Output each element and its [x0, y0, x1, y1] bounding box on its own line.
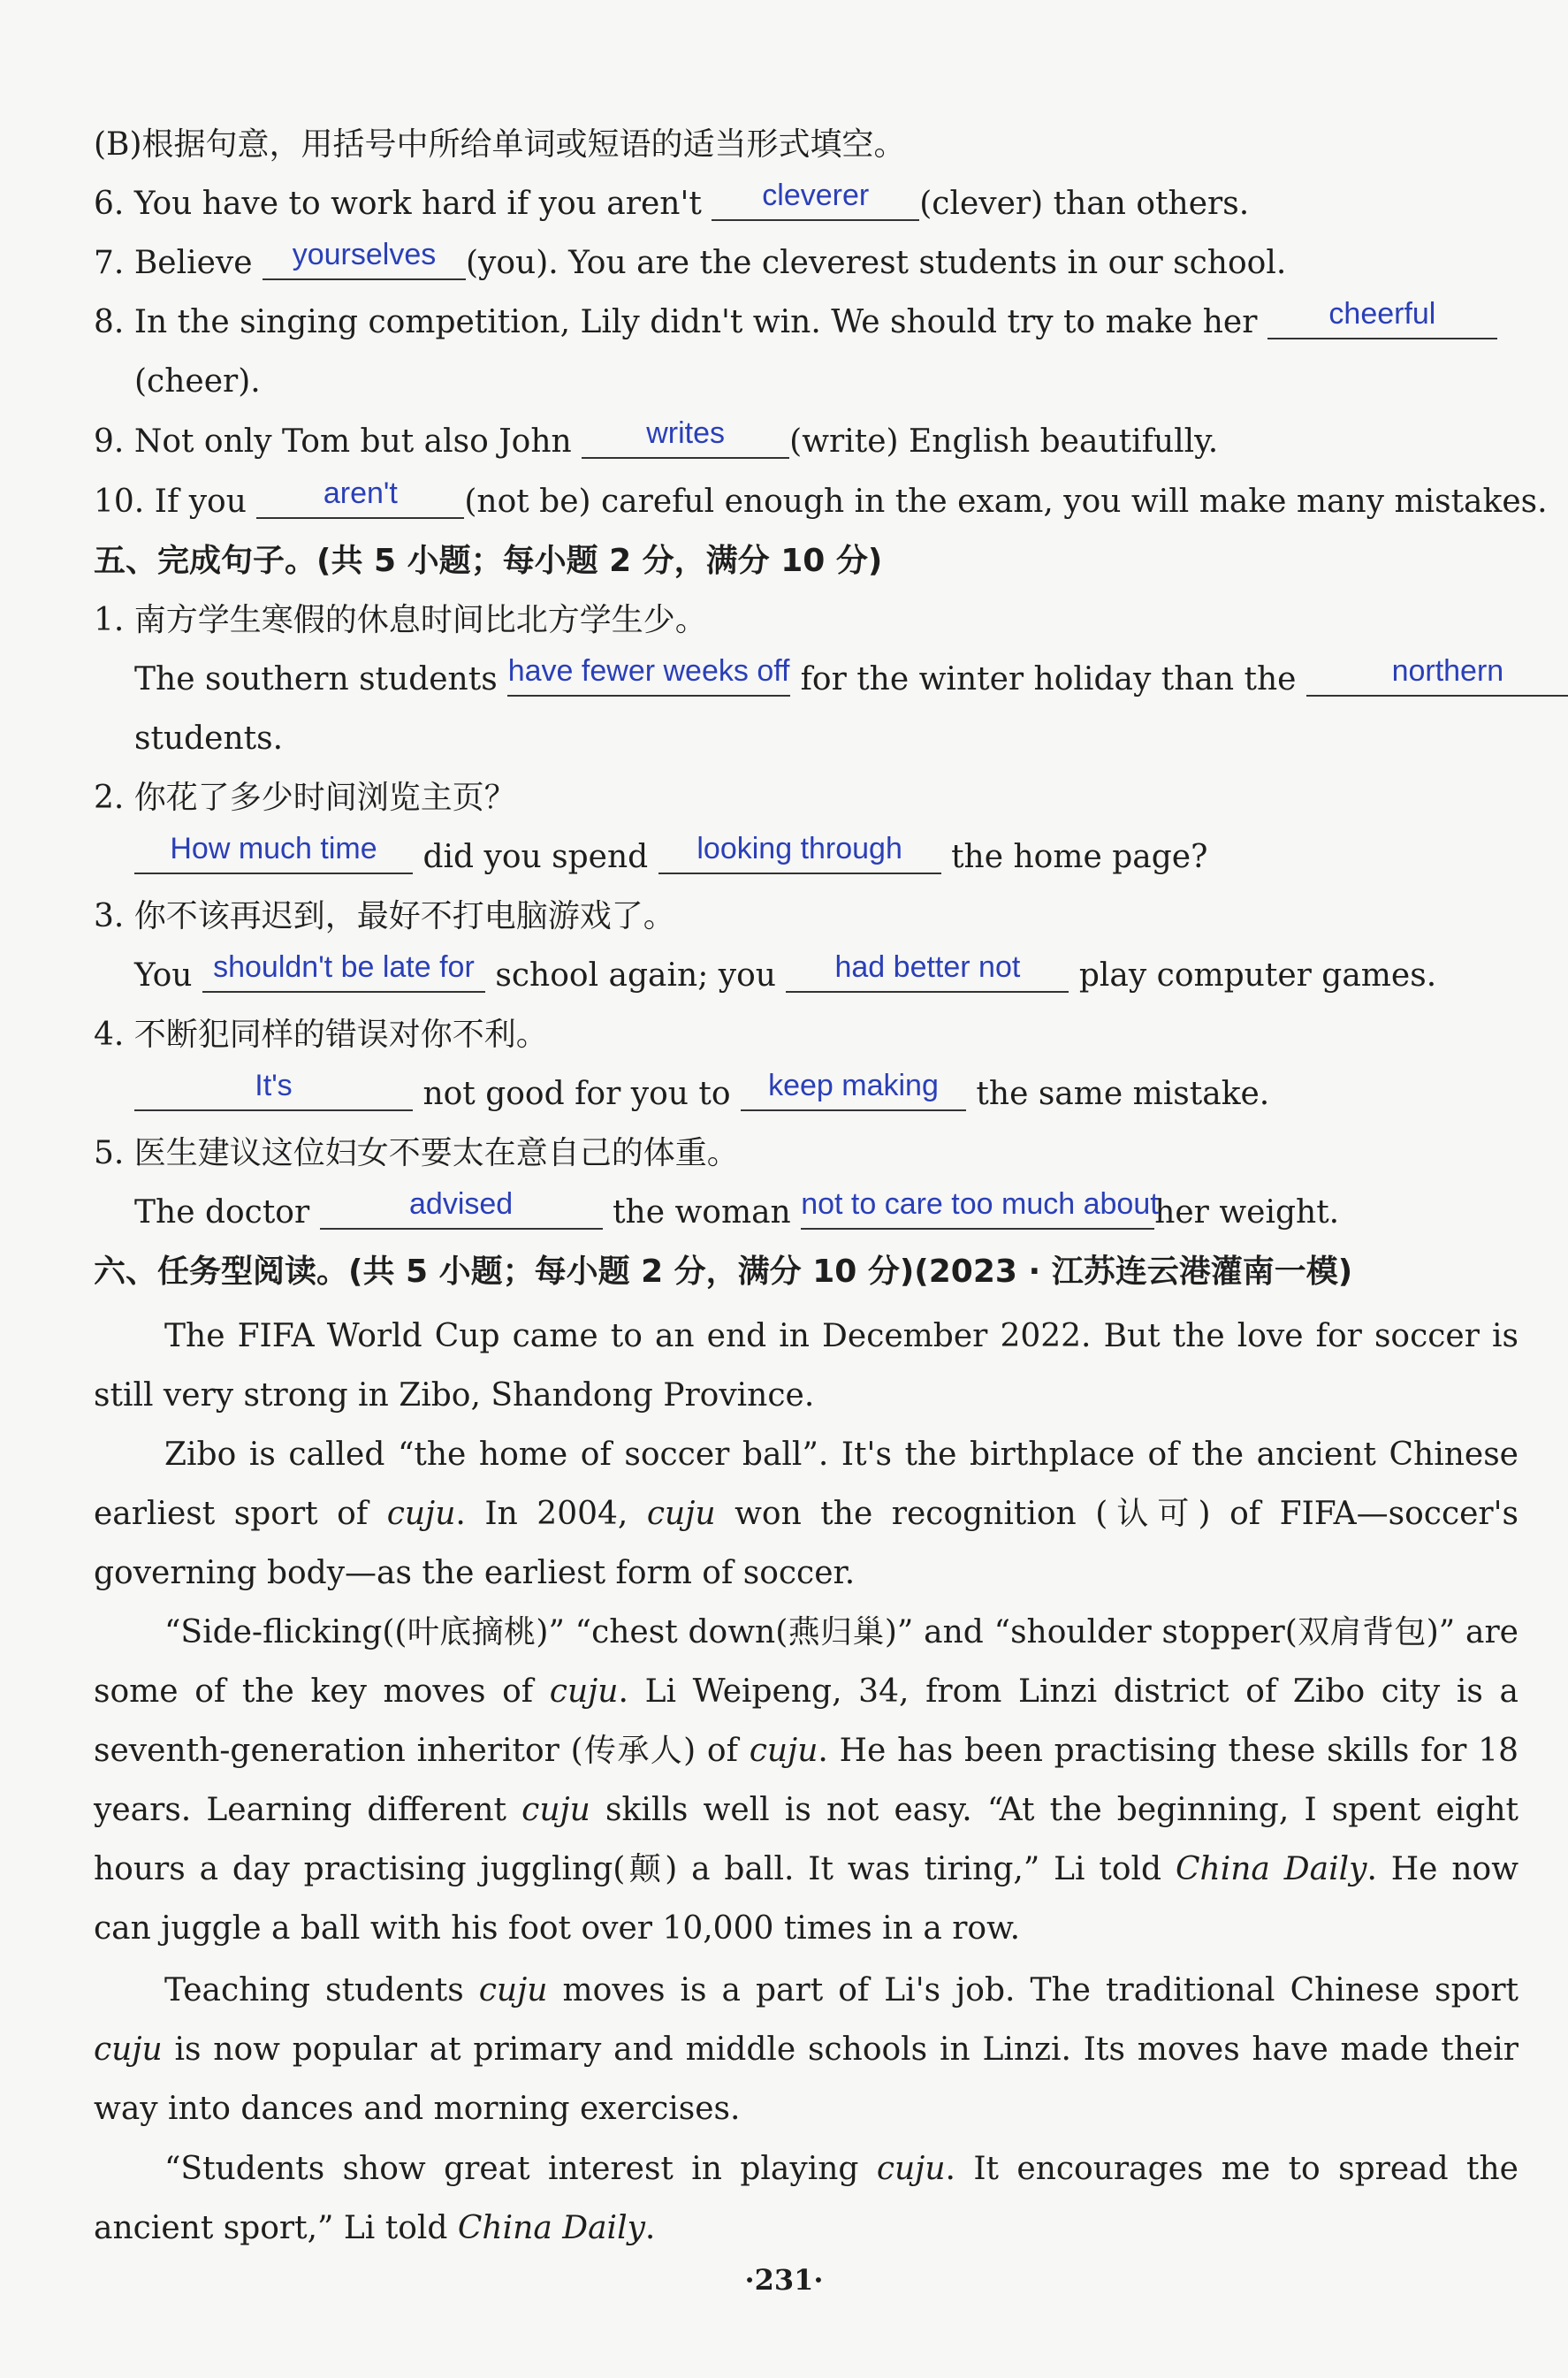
answer-blank — [263, 238, 466, 280]
handwritten-answer: yourselves — [292, 238, 437, 271]
s5-q3-english: You shouldn't be late for school again; you had better not play computer games. — [134, 956, 1436, 996]
answer-blank — [712, 179, 919, 221]
question-8-cont: (cheer). — [134, 363, 261, 400]
handwritten-answer: have fewer weeks off — [507, 654, 790, 688]
answer-blank — [320, 1187, 603, 1230]
s5-q5-english: The doctor advised the woman not to care too much about her weight. — [134, 1193, 1339, 1233]
handwritten-answer: writes — [646, 416, 726, 450]
handwritten-answer: advised — [409, 1187, 514, 1221]
s5-q1-english: The southern students have fewer weeks off for the winter holiday than the northern — [134, 659, 1568, 700]
reading-paragraph-4: Teaching students cuju moves is a part of Li's job. The traditional Chinese sport cuju is now popular at primary and middle schools in Linzi. Its moves have made their way into dances and morning exercises. — [94, 1972, 1519, 2127]
answer-blank — [786, 950, 1069, 993]
reading-paragraph-1: The FIFA World Cup came to an end in December 2022. But the love for soccer is still very strong in Zibo, Shandong Province. — [94, 1318, 1519, 1414]
section-6-heading: 六、任务型阅读。(共 5 小题；每小题 2 分，满分 10 分)(2023 · 江苏连云港灌南一模) — [94, 1254, 1353, 1290]
answer-blank — [202, 950, 485, 993]
s5-q1-chinese: 1. 南方学生寒假的休息时间比北方学生少。 — [94, 602, 707, 638]
question-6: 6. You have to work hard if you aren't cleverer (clever) than others. — [94, 184, 1249, 225]
handwritten-answer: How much time — [170, 832, 377, 865]
reading-paragraph-3: “Side-flicking((叶底摘桃)” “chest down(燕归巢)” and “shoulder stopper(双肩背包)” are some of the key moves of cuju. Li Weipeng, 34, from Linzi district of Zibo city is a seventh-generation inheritor (传承人) of cuju. He has been practising these skills for 18 years. Learning different cuju skills well is not easy. “At the beginning, I spent eight hours a day practising juggling(颠) a ball. It was tiring,” Li told China Daily. He now can juggle a ball with his foot over 10,000 times in a row. — [94, 1614, 1519, 1947]
section-b-heading: (B)根据句意，用括号中所给单词或短语的适当形式填空。 — [94, 126, 906, 163]
s5-q4-chinese: 4. 不断犯同样的错误对你不利。 — [94, 1017, 548, 1053]
s5-q1-cont: students. — [134, 720, 284, 757]
answer-blank — [1306, 654, 1568, 697]
s5-q3-chinese: 3. 你不该再迟到，最好不打电脑游戏了。 — [94, 898, 675, 934]
s5-q2-english: How much time did you spend looking through the home page? — [134, 837, 1207, 878]
s5-q2-chinese: 2. 你花了多少时间浏览主页？ — [94, 780, 516, 816]
answer-blank — [582, 416, 789, 459]
answer-blank — [134, 832, 413, 874]
s5-q4-english: It's not good for you to keep making the same mistake. — [134, 1074, 1269, 1115]
reading-paragraph-2: Zibo is called “the home of soccer ball”. It's the birthplace of the ancient Chinese earliest sport of cuju. In 2004, cuju won the recognition (认可) of FIFA—soccer's governing body—as the earliest form of soccer. — [94, 1437, 1519, 1591]
answer-blank — [256, 476, 464, 519]
page-number: ·231· — [744, 2263, 824, 2297]
s5-q5-chinese: 5. 医生建议这位妇女不要太在意自己的体重。 — [94, 1135, 739, 1171]
handwritten-answer: cheerful — [1328, 297, 1436, 331]
reading-paragraph-5: “Students show great interest in playing cuju. It encourages me to spread the ancient sport,” Li told China Daily. — [94, 2151, 1519, 2246]
answer-blank — [134, 1069, 413, 1111]
answer-blank — [1267, 297, 1497, 339]
section-5-heading: 五、完成句子。(共 5 小题；每小题 2 分，满分 10 分) — [94, 543, 883, 579]
answer-blank — [507, 654, 790, 697]
handwritten-answer: northern — [1391, 654, 1504, 688]
question-8: 8. In the singing competition, Lily didn't win. We should try to make her cheerful — [94, 302, 1497, 343]
handwritten-answer: shouldn't be late for — [213, 950, 475, 984]
handwritten-answer: aren't — [323, 476, 398, 510]
question-9: 9. Not only Tom but also John writes (write) English beautifully. — [94, 422, 1218, 462]
handwritten-answer: looking through — [696, 832, 902, 865]
answer-blank — [741, 1069, 966, 1111]
handwritten-answer: not to care too much about — [801, 1187, 1159, 1221]
handwritten-answer: cleverer — [762, 179, 870, 212]
handwritten-answer: It's — [255, 1069, 293, 1102]
answer-blank — [801, 1187, 1159, 1230]
handwritten-answer: had better not — [834, 950, 1021, 984]
handwritten-answer: keep making — [768, 1069, 939, 1102]
question-7: 7. Believe yourselves (you). You are the cleverest students in our school. — [94, 243, 1286, 284]
answer-blank — [658, 832, 941, 874]
question-10: 10. If you aren't (not be) careful enough in the exam, you will make many mistakes. — [94, 482, 1548, 522]
